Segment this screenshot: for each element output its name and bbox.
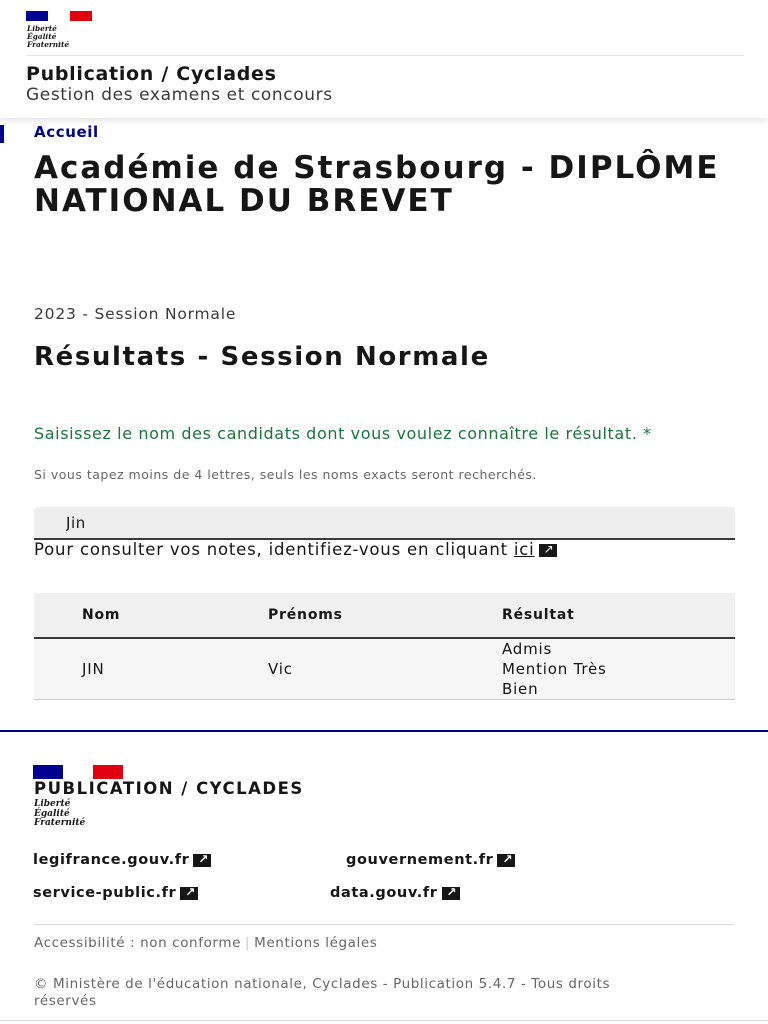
results-title: Résultats - Session Normale <box>34 342 490 372</box>
table-header-row <box>34 593 735 638</box>
footer-divider <box>34 924 734 925</box>
footer-bottom-links <box>34 935 377 951</box>
external-link-icon <box>497 854 515 867</box>
page-title: Académie de Strasbourg - DIPLÔME NATIONAL DU BREVET <box>34 150 720 219</box>
consult-notes-text: Pour consulter vos notes, identifiez-vous en cliquant ici↗ <box>34 540 734 560</box>
republique-francaise-flag <box>26 11 92 21</box>
footer-flag <box>33 765 123 779</box>
cell-resultat: Admis Mention Très Bien <box>502 638 735 700</box>
footer-link-gouvernement[interactable]: gouvernement.fr↗ <box>346 852 515 868</box>
search-hint: Si vous tapez moins de 4 lettres, seuls les noms exacts seront recherchés. <box>34 467 537 482</box>
external-link-icon <box>180 887 198 900</box>
accessibility-link[interactable]: Accessibilité : non conforme <box>34 935 241 951</box>
service-title[interactable]: Publication / Cyclades <box>26 63 277 85</box>
footer-link-service-public[interactable]: service-public.fr↗ <box>33 885 198 901</box>
column-header-nom: Nom <box>34 593 268 638</box>
column-header-resultat: Résultat <box>502 593 735 638</box>
session-subtitle: 2023 - Session Normale <box>34 305 237 323</box>
footer-separator: | <box>245 935 251 951</box>
breadcrumb-home-link[interactable]: Accueil <box>34 123 99 141</box>
external-link-icon <box>193 854 211 867</box>
external-link-icon <box>539 544 557 557</box>
column-header-prenoms: Prénoms <box>268 593 502 638</box>
cell-nom: JIN <box>34 638 268 700</box>
external-link-icon <box>442 887 460 900</box>
search-label: Saisissez le nom des candidats dont vous voulez connaître le résultat. * <box>34 424 652 443</box>
page-bottom-border <box>0 1020 768 1021</box>
cell-prenoms: Vic <box>268 638 502 700</box>
breadcrumb-marker <box>0 125 4 143</box>
header-motto: Liberté Égalité Fraternité <box>27 24 70 49</box>
site-header <box>0 0 768 118</box>
legal-notice-link[interactable]: Mentions légales <box>254 935 378 951</box>
footer-link-legifrance[interactable]: legifrance.gouv.fr↗ <box>33 852 211 868</box>
candidate-search-input[interactable] <box>34 507 735 540</box>
results-table <box>34 593 735 700</box>
table-row <box>34 638 735 700</box>
footer-title: PUBLICATION / CYCLADES <box>34 779 304 798</box>
footer-motto: Liberté Égalité Fraternité <box>34 799 86 828</box>
header-divider <box>26 55 744 56</box>
service-tagline: Gestion des examens et concours <box>26 85 333 105</box>
footer-copyright: © Ministère de l'éducation nationale, Cyclades - Publication 5.4.7 - Tous droits réservés <box>34 976 611 1009</box>
footer-top-border <box>0 730 768 732</box>
footer-link-data-gouv[interactable]: data.gouv.fr↗ <box>330 885 460 901</box>
login-link[interactable]: ici <box>513 540 535 559</box>
